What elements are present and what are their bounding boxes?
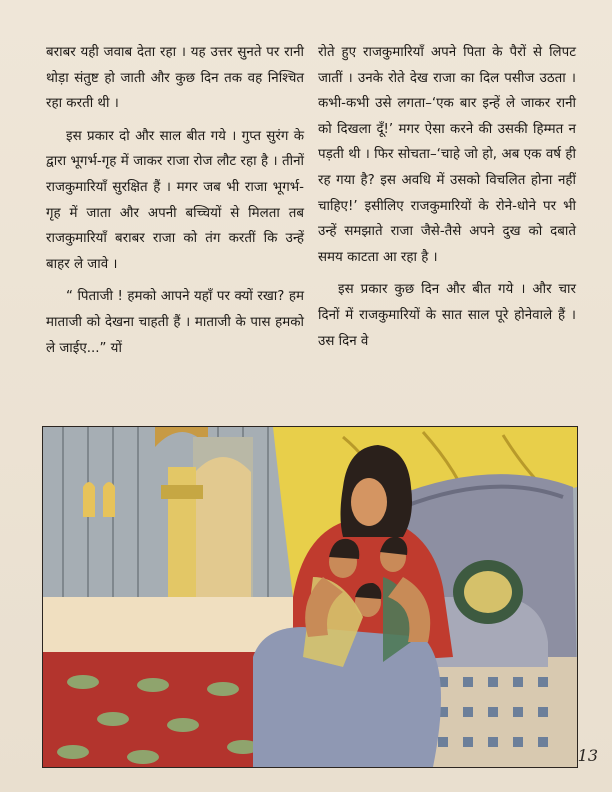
paragraph: इस प्रकार कुछ दिन और बीत गये । और चार दिनों में राजकुमारियों के सात साल पूरे होनेवाले हैं । उस दिन वे — [318, 282, 576, 349]
paragraph: इस प्रकार दो और साल बीत गये । गुप्त सुरंग के द्वारा भूगर्भ-गृह में जाकर राजा रोज लौट रहा है । तीनों राजकुमारियाँ सुरक्षित हैं । मगर जब भी राजा भूगर्भ-गृह में जाता और अपनी बच्चियों से मिलता तब राजकुमारियाँ बराबर राजा को तंग करतीं कि उन्हें बाहर ले जावे । — [46, 128, 304, 272]
paragraph: बराबर यही जवाब देता रहा । यह उत्तर सुनते पर रानी थोड़ा संतुष्ट हो जाती और कुछ दिन तक वह निश्चित रहा करती थी । — [46, 45, 304, 112]
paragraph: रोते हुए राजकुमारियाँ अपने पिता के पैरों से लिपट जातीं । उनके रोते देख राजा का दिल पसीज उठता । कभी-कभी उसे लगता–‘एक बार इन्हें ले जाकर रानी को दिखला दूँ!’ मगर ऐसा करने की उसकी हिम्मत न पड़ती थी । फिर सोचता–‘चाहे जो हो, अब एक वर्ष ही रह गया है? इस अवधि में उसको विचलित होना नहीं चाहिए!’ इसीलिए राजकुमारियों के रोने-धोने पर भी उन्हें समझाते राजा जैसे-तैसे अपने दुख को दबाते समय काटता आ रहा है । — [318, 45, 576, 265]
paragraph: “ पिताजी ! हमको आपने यहाँ पर क्यों रखा? हम माताजी को देखना चाहती हैं । माताजी के पास हमको ले जाईए...” यों — [46, 289, 304, 356]
text-column-left — [46, 40, 304, 368]
story-illustration — [42, 426, 578, 768]
text-column-right — [318, 40, 576, 361]
page-number: 13 — [577, 746, 598, 765]
illustration-drawing — [43, 427, 577, 767]
